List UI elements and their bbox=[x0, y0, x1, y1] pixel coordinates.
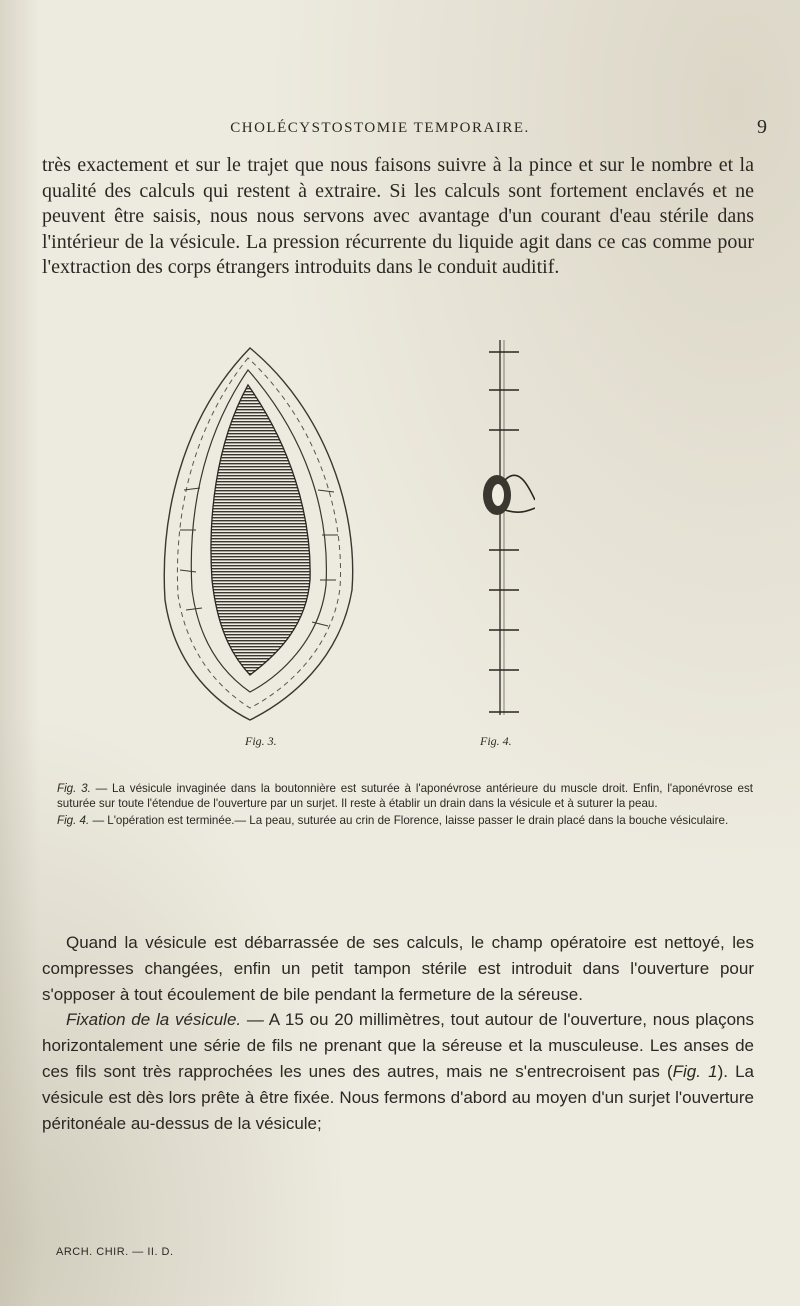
caption-fig3-text: — La vésicule invaginée dans la boutonnière est suturée à l'aponévrose antérieure du muscle droit. Enfin, l'aponévrose est suturée sur toute l'étendue de l'ouverture par un surjet. Il reste à établir un drain dans la vésicule et à suturer la peau. bbox=[57, 782, 754, 811]
fig4-illustration bbox=[465, 340, 535, 730]
paragraph-3-text-b: ). La vésicule est dès lors prête à être fixée. Nous fermons d'abord au moyen d'un surjet l'ouverture péritonéale au-dessus de la vésicule; bbox=[42, 1061, 754, 1133]
fig3-label: Fig. 3. bbox=[245, 734, 277, 748]
body-paragraph-3 bbox=[42, 1007, 754, 1136]
body-text-lower bbox=[42, 930, 754, 1136]
page-number: 9 bbox=[757, 116, 767, 138]
caption-fig3 bbox=[57, 781, 753, 812]
caption-fig4 bbox=[57, 813, 753, 828]
signature-footer: ARCH. CHIR. — II. D. bbox=[56, 1246, 174, 1258]
caption-fig4-label: Fig. 4. bbox=[57, 813, 90, 827]
section-heading-fixation: Fixation de la vésicule. bbox=[66, 1010, 242, 1030]
body-paragraph-2: Quand la vésicule est débarrassée de ses calculs, le champ opératoire est nettoyé, les compresses changées, enfin un petit tampon stérile est introduit dans l'ouverture pour s'opposer à tout écoulement de bile pendant la fermeture de la séreuse. bbox=[42, 933, 754, 1004]
running-head bbox=[0, 116, 800, 142]
figure-reference: Fig. 1 bbox=[672, 1061, 718, 1081]
body-paragraph-1: très exactement et sur le trajet que nous faisons suivre à la pince et sur le nombre et la qualité des calculs qui restent à extraire. Si les calculs sont fortement enclavés et ne peuvent être saisis, nous nous servons avec avantage d'un courant d'eau stérile dans l'intérieur de la vésicule. La pression récurrente du liquide agit dans ce cas comme pour l'extraction des corps étrangers introduits dans le conduit auditif. bbox=[42, 154, 754, 278]
fig3-illustration bbox=[140, 340, 370, 730]
caption-fig4-text: — L'opération est terminée.— La peau, suturée au crin de Florence, laisse passer le drain placé dans la bouche vésiculaire. bbox=[89, 813, 729, 827]
figure-captions bbox=[57, 781, 753, 829]
fig4-label: Fig. 4. bbox=[480, 734, 512, 748]
running-title: CHOLÉCYSTOSTOMIE TEMPORAIRE. bbox=[230, 120, 530, 136]
caption-fig3-label: Fig. 3. bbox=[57, 782, 91, 795]
paragraph-3-text-a: — A 15 ou 20 millimètres, tout autour de l'ouverture, nous plaçons horizontalement une série de fils ne prenant que la séreuse et la musculeuse. Les anses de ces fils sont très rapprochées les unes des autres, mais ne s'entrecroisent pas ( bbox=[42, 1010, 754, 1081]
figures-area bbox=[140, 340, 590, 760]
